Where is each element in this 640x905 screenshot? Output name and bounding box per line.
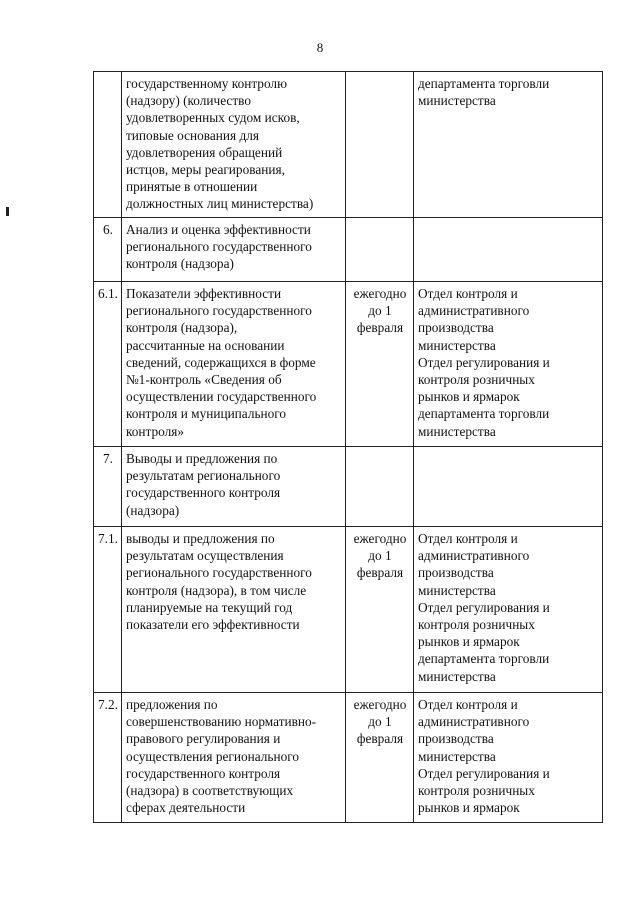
row-text: Анализ и оценка эффективности регионального государственного контроля (надзора) bbox=[122, 218, 346, 282]
row-text: выводы и предложения по результатам осуществления регионального государственного контроля (надзора), в том числе планируемые на текущий год показатели его эффективности bbox=[122, 527, 346, 693]
row-responsible: Отдел контроля и административного производства министерства Отдел регулирования и контроля розничных рынков и ярмарок bbox=[414, 693, 603, 823]
table-row bbox=[94, 218, 603, 282]
row-number: 7. bbox=[94, 447, 122, 527]
row-text: предложения по совершенствованию нормативно- правового регулирования и осуществления регионального государственного контроля (надзора) в соответствующих сферах деятельности bbox=[122, 693, 346, 823]
margin-mark bbox=[6, 207, 9, 216]
row-responsible: Отдел контроля и административного производства министерства Отдел регулирования и контроля розничных рынков и ярмарок департамента торговли министерства bbox=[414, 527, 603, 693]
table-row bbox=[94, 282, 603, 447]
row-responsible: департамента торговли министерства bbox=[414, 72, 603, 218]
row-number: 7.2. bbox=[94, 693, 122, 823]
row-number: 7.1. bbox=[94, 527, 122, 693]
row-period: ежегодно до 1 февраля bbox=[346, 282, 414, 447]
row-period: ежегодно до 1 февраля bbox=[346, 527, 414, 693]
row-responsible bbox=[414, 218, 603, 282]
row-period: ежегодно до 1 февраля bbox=[346, 693, 414, 823]
table-row bbox=[94, 72, 603, 218]
table-row bbox=[94, 447, 603, 527]
row-number: 6. bbox=[94, 218, 122, 282]
row-period bbox=[346, 72, 414, 218]
table-row bbox=[94, 693, 603, 823]
row-responsible: Отдел контроля и административного производства министерства Отдел регулирования и контроля розничных рынков и ярмарок департамента торговли министерства bbox=[414, 282, 603, 447]
plan-table bbox=[93, 71, 603, 823]
row-number: 6.1. bbox=[94, 282, 122, 447]
row-number bbox=[94, 72, 122, 218]
table-row bbox=[94, 527, 603, 693]
row-period bbox=[346, 447, 414, 527]
row-text: государственному контролю (надзору) (количество удовлетворенных судом исков, типовые основания для удовлетворения обращений истцов, меры реагирования, принятые в отношении должностных лиц министерства) bbox=[122, 72, 346, 218]
page-number: 8 bbox=[316, 40, 324, 55]
row-period bbox=[346, 218, 414, 282]
row-text: Выводы и предложения по результатам регионального государственного контроля (надзора) bbox=[122, 447, 346, 527]
row-responsible bbox=[414, 447, 603, 527]
row-text: Показатели эффективности регионального государственного контроля (надзора), рассчитанные на основании сведений, содержащихся в форме №1-контроль «Сведения об осуществлении государственного контроля и муниципального контроля» bbox=[122, 282, 346, 447]
